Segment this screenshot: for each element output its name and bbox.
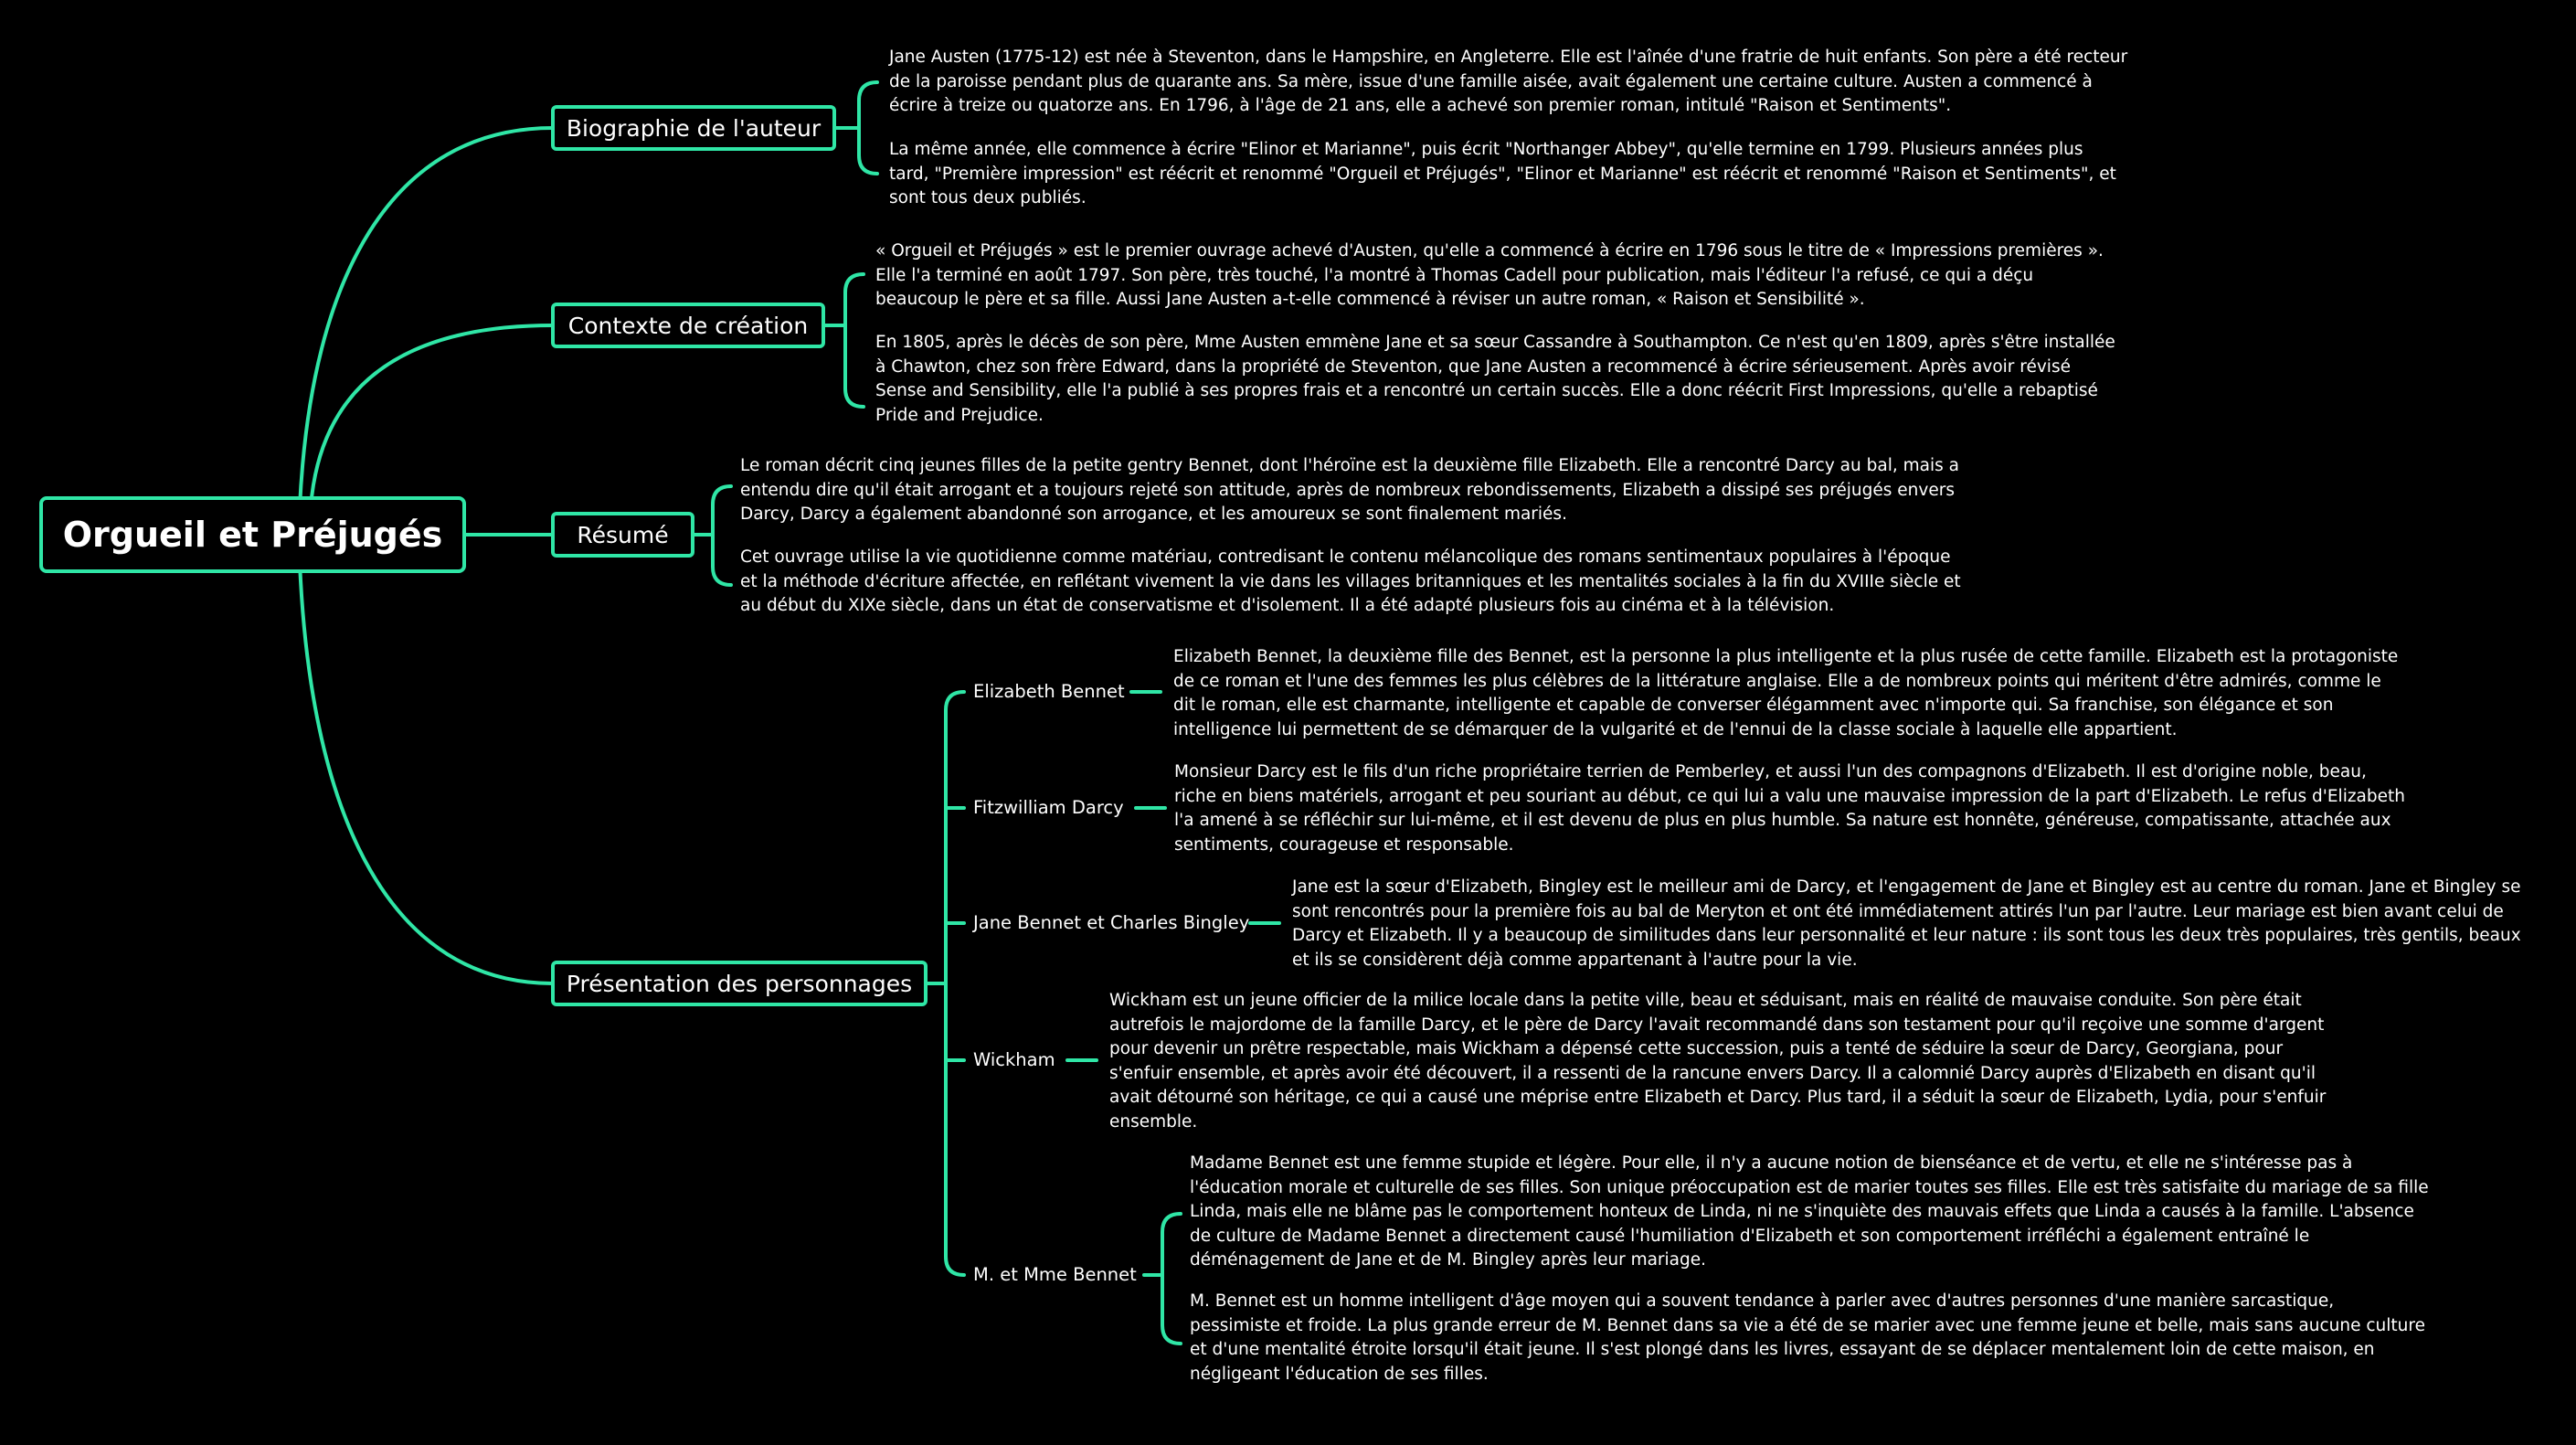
summary-paragraph-1: Le roman décrit cinq jeunes filles de la petite gentry Bennet, dont l'héroïne est la deuxième fille Elizabeth. Elle a rencontré Darcy au bal, mais a entendu dire qu'il était arrogant et a toujours rejeté son attitude, après de nombreux rebondissements, Elizabeth a dissipé ses préjugés envers Darcy, Darcy a également abandonné son arrogance, et les amoureux se sont finalement mariés. <box>740 456 1959 524</box>
summary-paragraph-2: Cet ouvrage utilise la vie quotidienne comme matériau, contredisant le contenu mélancolique des romans sentimentaux populaires à l'époque et la méthode d'écriture affectée, en reflétant vivement la vie dans les villages britanniques et les mentalités sociales à la fin du XVIIIe siècle et au début du XIXe siècle, dans un état de conservatisme et d'isolement. Il a été adapté plusieurs fois au cinéma et à la télévision. <box>740 547 1961 615</box>
darcy-description: Monsieur Darcy est le fils d'un riche propriétaire terrien de Pemberley, et aussi l'un des compagnons d'Elizabeth. Il est d'origine noble, beau, riche en biens matériels, arrogant et peu souriant au début, ce qui lui a valu une mauvaise impression de la part d'Elizabeth. Le refus d'Elizabeth l'a amené à se réfléchir sur lui-même, et il est devenu de plus en plus humble. Sa nature est honnête, généreuse, compatissante, attachée aux sentiments, courageuse et responsable. <box>1174 762 2405 855</box>
root-label: Orgueil et Préjugés <box>62 515 443 555</box>
context-paragraph-2: En 1805, après le décès de son père, Mme Austen emmène Jane et sa sœur Cassandre à Southampton. Ce n'est qu'en 1809, après s'être installée à Chawton, chez son frère Edward, dans la propriété de Steventon, que Jane Austen a recommencé à écrire sérieusement. Après avoir révisé Sense and Sensibility, elle l'a publié à ses propres frais et a rencontré un certain succès. Elle a donc réécrit First Impressions, qu'elle a rebaptisé Pride and Prejudice. <box>875 333 2115 425</box>
character-wickham[interactable]: Wickham <box>973 1049 1055 1070</box>
root-node[interactable] <box>39 496 466 573</box>
branch-biography[interactable] <box>551 105 836 151</box>
biography-paragraph-2: La même année, elle commence à écrire "Elinor et Marianne", puis écrit "Northanger Abbey", qu'elle termine en 1799. Plusieurs années plus tard, "Première impression" est réécrit et renommé "Orgueil et Préjugés", "Elinor et Marianne" est réécrit et renommé "Raison et Sentiments", et sont tous deux publiés. <box>889 140 2116 207</box>
bennet-parents-paragraph-2: M. Bennet est un homme intelligent d'âge moyen qui a souvent tendance à parler avec d'autres personnes d'une manière sarcastique, pessimiste et froide. La plus grande erreur de M. Bennet dans sa vie a été de se marier avec une femme jeune et belle, mais sans aucune culture et d'une mentalité étroite lorsqu'il était jeune. Il s'est plongé dans les livres, essayant de se déplacer mentalement loin de cette maison, en négligeant l'éducation de ses filles. <box>1190 1291 2425 1384</box>
biography-paragraph-1: Jane Austen (1775-12) est née à Steventon, dans le Hampshire, en Angleterre. Elle est l'aînée d'une fratrie de huit enfants. Son père a été recteur de la paroisse pendant plus de quarante ans. Sa mère, issue d'une famille aisée, avait également une certaine culture. Austen a commencé à écrire à treize ou quatorze ans. En 1796, à l'âge de 21 ans, elle a achevé son premier roman, intitulé "Raison et Sentiments". <box>889 48 2128 115</box>
branch-creation-context[interactable] <box>551 303 825 348</box>
context-paragraph-1: « Orgueil et Préjugés » est le premier ouvrage achevé d'Austen, qu'elle a commencé à écrire en 1796 sous le titre de « Impressions premières ». Elle l'a terminé en août 1797. Son père, très touché, l'a montré à Thomas Cadell pour publication, mais l'éditeur l'a refusé, ce qui a déçu beaucoup le père et sa fille. Aussi Jane Austen a-t-elle commencé à réviser un autre roman, « Raison et Sensibilité ». <box>875 241 2104 309</box>
branch-label: Présentation des personnages <box>566 970 913 997</box>
character-elizabeth-bennet[interactable]: Elizabeth Bennet <box>973 681 1125 702</box>
bennet-parents-paragraph-1: Madame Bennet est une femme stupide et légère. Pour elle, il n'y a aucune notion de bienséance et de vertu, et elle ne s'intéresse pas à l'éducation morale et culturelle de ses filles. Son unique préoccupation est de marier toutes ses filles. Elle est très satisfaite du mariage de sa fille Linda, mais elle ne blâme pas le comportement honteux de Linda, ni ne s'inquiète des mauvais effets que Linda a causés à la famille. L'absence de culture de Madame Bennet a directement causé l'humiliation d'Elizabeth et son comportement irréfléchi a également entraîné le déménagement de Jane et de M. Bingley après leur mariage. <box>1190 1153 2429 1270</box>
character-fitzwilliam-darcy[interactable]: Fitzwilliam Darcy <box>973 797 1124 818</box>
branch-characters[interactable] <box>551 961 928 1006</box>
character-mr-mrs-bennet[interactable]: M. et Mme Bennet <box>973 1264 1137 1285</box>
elizabeth-description: Elizabeth Bennet, la deuxième fille des Bennet, est la personne la plus intelligente et la plus rusée de cette famille. Elizabeth est la protagoniste de ce roman et l'une des femmes les plus célèbres de la littérature anglaise. Elle a de nombreux points qui méritent d'être admirés, comme le dit le roman, elle est charmante, intelligente et capable de converser élégamment avec n'importe qui. Sa franchise, son élégance et son intelligence lui permettent de se démarquer de la vulgarité et de l'ennui de la classe sociale à laquelle elle appartient. <box>1173 647 2399 739</box>
branch-label: Contexte de création <box>567 312 809 339</box>
character-jane-bingley[interactable]: Jane Bennet et Charles Bingley <box>973 912 1250 933</box>
branch-summary[interactable] <box>551 512 694 558</box>
branch-label: Résumé <box>577 521 669 548</box>
branch-label: Biographie de l'auteur <box>566 114 822 142</box>
wickham-description: Wickham est un jeune officier de la milice locale dans la petite ville, beau et séduisant, mais en réalité de mauvaise conduite. Son père était autrefois le majordome de la famille Darcy, et le père de Darcy l'avait recommandé dans son testament pour qu'il reçoive une somme d'argent pour devenir un prêtre respectable, mais Wickham a dépensé cette succession, puis a tenté de séduire la sœur de Darcy, Georgiana, pour s'enfuir ensemble, et après avoir été découvert, il a ressenti de la rancune envers Darcy. Il a calomnié Darcy auprès d'Elizabeth en disant qu'il avait détourné son héritage, ce qui a causé une méprise entre Elizabeth et Darcy. Plus tard, il a séduit la sœur de Elizabeth, Lydia, pour s'enfuir ensemble. <box>1109 991 2327 1132</box>
jane-bingley-description: Jane est la sœur d'Elizabeth, Bingley est le meilleur ami de Darcy, et l'engagement de Jane et Bingley est au centre du roman. Jane et Bingley se sont rencontrés pour la première fois au bal de Meryton et ont été immédiatement attirés l'un par l'autre. Leur mariage est bien avant celui de Darcy et Elizabeth. Il y a beaucoup de similitudes dans leur personnalité et leur nature : ils sont tous les deux très populaires, très gentils, beaux et ils se considèrent déjà comme appartenant à l'autre pour la vie. <box>1292 877 2521 970</box>
